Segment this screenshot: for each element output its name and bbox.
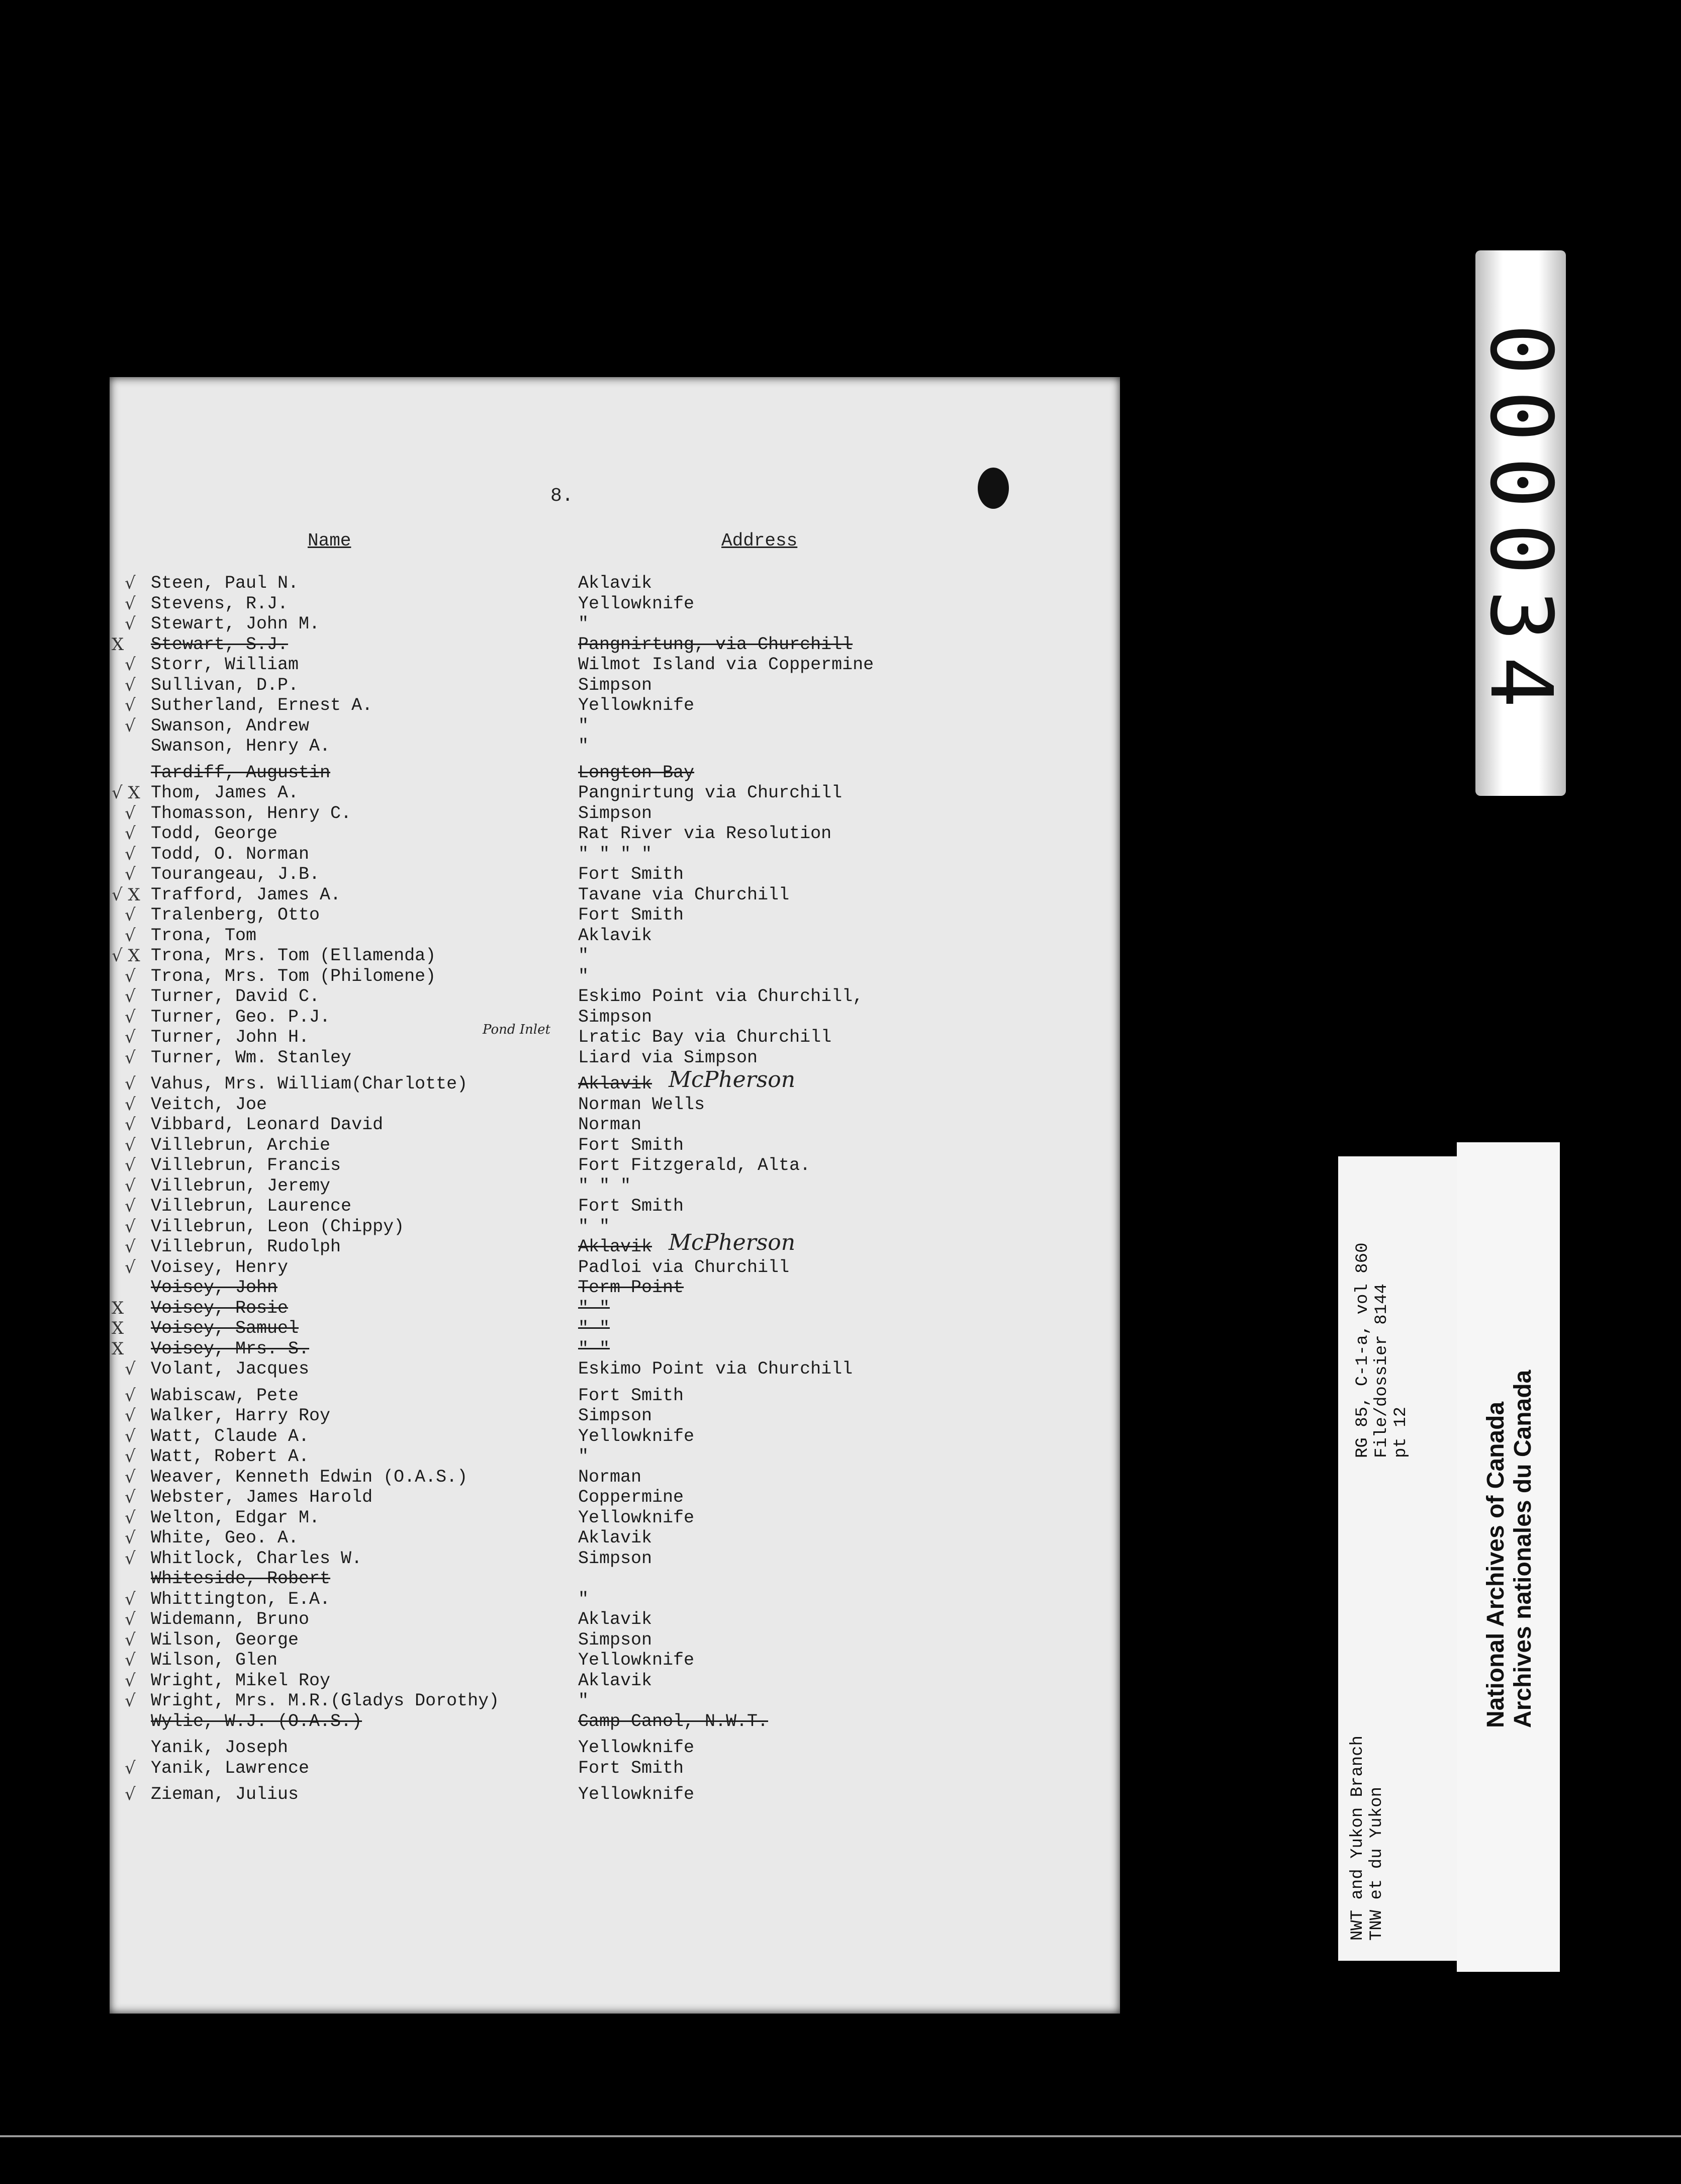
entry-address: Fort Fitzgerald, Alta. — [578, 1155, 811, 1175]
entry-address: Eskimo Point via Churchill, — [578, 986, 864, 1007]
check-mark: √ — [125, 1155, 136, 1175]
entry-name: White, Geo. A. — [151, 1528, 299, 1548]
entry-address: Aklavik — [578, 926, 652, 946]
list-item — [0, 844, 1010, 864]
check-mark: √ — [125, 1508, 136, 1528]
list-item — [0, 1022, 1010, 1047]
list-item — [0, 634, 1010, 655]
entry-address: Eskimo Point via Churchill — [578, 1359, 853, 1379]
list-item — [0, 1508, 1010, 1528]
entry-address: " " " — [578, 1176, 631, 1196]
list-item — [0, 1711, 1010, 1732]
frame-number-text: 000034 — [1471, 323, 1570, 723]
entry-name: Turner, Geo. P.J. — [151, 1007, 331, 1027]
entry-address: Padloi via Churchill — [578, 1257, 790, 1278]
list-item — [0, 1155, 1010, 1175]
list-item — [0, 614, 1010, 634]
entry-address: Norman — [578, 1115, 642, 1135]
list-item — [0, 1067, 1010, 1094]
entry-address: Norman Wells — [578, 1095, 705, 1115]
list-item — [0, 1784, 1010, 1804]
entry-address: Yellowknife — [578, 1784, 695, 1804]
entry-name: Volant, Jacques — [151, 1359, 310, 1379]
check-mark: √ — [125, 824, 136, 844]
list-item — [0, 1487, 1010, 1507]
list-item — [0, 594, 1010, 614]
entry-address: " " — [578, 1217, 610, 1237]
archive-name-english: National Archives of Canada — [1482, 1401, 1509, 1728]
entry-name: Watt, Claude A. — [151, 1426, 310, 1446]
entry-address: " " — [578, 1318, 610, 1338]
entry-name: Storr, William — [151, 655, 299, 675]
check-mark: √ — [125, 1135, 136, 1155]
entry-address: Fort Smith — [578, 1386, 684, 1406]
list-item — [0, 864, 1010, 884]
branch-line-2: TNW et du Yukon — [1367, 1786, 1386, 1941]
list-item — [0, 1738, 1010, 1758]
entry-address: Rat River via Resolution — [578, 824, 832, 844]
entry-address: Simpson — [578, 1406, 652, 1426]
entry-name: Welton, Edgar M. — [151, 1508, 320, 1528]
entry-name: Thomasson, Henry C. — [151, 803, 352, 824]
entry-name: Wilson, George — [151, 1630, 299, 1650]
reference-label — [1338, 1156, 1459, 1961]
list-item — [0, 1196, 1010, 1216]
entry-address: Fort Smith — [578, 1135, 684, 1155]
entry-name: Wylie, W.J. (O.A.S.) — [151, 1711, 362, 1732]
entry-address: Aklavik — [578, 1237, 652, 1257]
punch-hole — [978, 468, 1009, 509]
list-item — [0, 1298, 1010, 1318]
check-mark: √ — [125, 1528, 136, 1548]
list-item — [0, 695, 1010, 715]
entry-address: Simpson — [578, 803, 652, 824]
list-item — [0, 1048, 1010, 1068]
entry-name: Watt, Robert A. — [151, 1446, 310, 1467]
entry-address: Aklavik — [578, 1609, 652, 1629]
entry-address: Tavane via Churchill — [578, 885, 790, 905]
handwritten-note: McPherson — [669, 1067, 796, 1093]
entry-address: " — [578, 966, 589, 986]
list-item — [0, 1095, 1010, 1115]
list-item — [0, 1671, 1010, 1691]
check-mark: √ — [125, 1027, 136, 1047]
list-item — [0, 803, 1010, 824]
entry-name: Voisey, Mrs. S. — [151, 1339, 310, 1359]
entry-address: Longton Bay — [578, 763, 695, 783]
list-item — [0, 946, 1010, 966]
check-mark: X — [112, 1318, 124, 1338]
check-mark: √ — [125, 966, 136, 986]
check-mark: √ — [125, 1115, 136, 1135]
list-item — [0, 1406, 1010, 1426]
check-mark: √ — [125, 1758, 136, 1778]
entry-name: Walker, Harry Roy — [151, 1406, 331, 1426]
check-mark: √ — [125, 1176, 136, 1196]
list-item — [0, 1549, 1010, 1569]
entry-name: Voisey, John — [151, 1278, 278, 1298]
entry-address: " — [578, 1589, 589, 1609]
entry-address: Term Point — [578, 1278, 684, 1298]
check-mark: √ — [125, 803, 136, 824]
check-mark: √ — [125, 1487, 136, 1507]
entry-name: Trona, Mrs. Tom (Ellamenda) — [151, 946, 436, 966]
page-number: 8. — [550, 485, 574, 507]
list-item — [0, 1217, 1010, 1237]
entry-address: Yellowknife — [578, 1650, 695, 1670]
handwritten-note: McPherson — [669, 1230, 796, 1255]
entry-address: Camp Canol, N.W.T. — [578, 1711, 769, 1732]
check-mark: √ — [125, 1007, 136, 1027]
list-item — [0, 1426, 1010, 1446]
check-mark: √ — [125, 594, 136, 614]
check-mark: √ — [125, 1609, 136, 1629]
entry-name: Swanson, Henry A. — [151, 736, 331, 756]
entry-address: " — [578, 1446, 589, 1467]
entry-address: " — [578, 736, 589, 756]
entry-address: Simpson — [578, 1007, 652, 1027]
entry-address: Coppermine — [578, 1487, 684, 1507]
entry-name: Todd, O. Norman — [151, 844, 310, 864]
reference-line-1: RG 85, C-1-a, vol 860 — [1353, 1242, 1372, 1458]
reference-line-3: pt 12 — [1391, 1406, 1411, 1458]
list-item — [0, 1115, 1010, 1135]
entry-address: Lratic Bay via Churchill — [578, 1027, 832, 1047]
reference-line-2: File/dossier 8144 — [1372, 1284, 1391, 1458]
check-mark: √ — [125, 844, 136, 864]
entry-name: Tralenberg, Otto — [151, 905, 320, 925]
list-item — [0, 1386, 1010, 1406]
entry-name: Whiteside, Robert — [151, 1569, 331, 1589]
list-item — [0, 1359, 1010, 1379]
list-item — [0, 1278, 1010, 1298]
check-mark: √ — [125, 1589, 136, 1609]
entry-name: Widemann, Bruno — [151, 1609, 310, 1629]
check-mark: √ — [125, 986, 136, 1007]
entry-address: " " — [578, 1339, 610, 1359]
entry-address: Liard via Simpson — [578, 1048, 758, 1068]
entry-name: Swanson, Andrew — [151, 716, 310, 736]
entry-name: Turner, Wm. Stanley — [151, 1048, 352, 1068]
entry-name: Turner, John H. — [151, 1027, 310, 1047]
entry-address: " — [578, 1691, 589, 1711]
list-item — [0, 1528, 1010, 1548]
entry-address: Fort Smith — [578, 1196, 684, 1216]
entry-name: Vibbard, Leonard David — [151, 1115, 384, 1135]
list-item — [0, 1758, 1010, 1778]
entry-name: Tardiff, Augustin — [151, 763, 331, 783]
list-item — [0, 1569, 1010, 1589]
check-mark: √ — [125, 1671, 136, 1691]
entry-address: Simpson — [578, 1630, 652, 1650]
list-item — [0, 1230, 1010, 1257]
column-header-name: Name — [308, 530, 351, 551]
entry-name: Trafford, James A. — [151, 885, 341, 905]
check-mark: √ — [125, 1467, 136, 1487]
check-mark: √ — [125, 1237, 136, 1257]
entry-address: Yellowknife — [578, 594, 695, 614]
list-item — [0, 1609, 1010, 1629]
entry-name: Turner, David C. — [151, 986, 320, 1007]
entry-address: Yellowknife — [578, 1508, 695, 1528]
list-item — [0, 986, 1010, 1007]
check-mark: √ — [125, 1217, 136, 1237]
list-item — [0, 824, 1010, 844]
entry-name: Todd, George — [151, 824, 278, 844]
check-mark: X — [112, 634, 124, 655]
list-item — [0, 675, 1010, 695]
list-item — [0, 1135, 1010, 1155]
entry-address: Yellowknife — [578, 1738, 695, 1758]
entry-address: " — [578, 614, 589, 634]
entry-address: " " " " — [578, 844, 652, 864]
list-item — [0, 1176, 1010, 1196]
archive-label — [1457, 1142, 1560, 1972]
list-item — [0, 763, 1010, 783]
check-mark: √ X — [112, 946, 140, 966]
list-item — [0, 716, 1010, 736]
entry-name: Voisey, Samuel — [151, 1318, 299, 1338]
check-mark: √ X — [112, 885, 140, 905]
check-mark: √ — [125, 1386, 136, 1406]
entry-address: Fort Smith — [578, 1758, 684, 1778]
entry-name: Voisey, Rosie — [151, 1298, 289, 1318]
entry-name: Webster, James Harold — [151, 1487, 373, 1507]
entry-address: Fort Smith — [578, 864, 684, 884]
entry-name: Wright, Mikel Roy — [151, 1671, 331, 1691]
entry-name: Veitch, Joe — [151, 1095, 267, 1115]
entry-address: Norman — [578, 1467, 642, 1487]
check-mark: √ — [125, 1257, 136, 1278]
entry-address: " " — [578, 1298, 610, 1318]
entry-address: Simpson — [578, 1549, 652, 1569]
check-mark: √ — [125, 1784, 136, 1804]
entry-name: Yanik, Lawrence — [151, 1758, 310, 1778]
branch-line-1: NWT and Yukon Branch — [1348, 1735, 1367, 1941]
entry-name: Villebrun, Rudolph — [151, 1237, 341, 1257]
check-mark: √ X — [112, 783, 140, 803]
check-mark: √ — [125, 1650, 136, 1670]
check-mark: √ — [125, 695, 136, 715]
check-mark: √ — [125, 926, 136, 946]
entry-address: Wilmot Island via Coppermine — [578, 655, 874, 675]
check-mark: √ — [125, 614, 136, 634]
column-header-address: Address — [721, 530, 798, 551]
list-item — [0, 1630, 1010, 1650]
entry-name: Stevens, R.J. — [151, 594, 289, 614]
check-mark: √ — [125, 1048, 136, 1068]
check-mark: √ — [125, 905, 136, 925]
entry-address: Pangnirtung via Churchill — [578, 783, 843, 803]
entry-address: Yellowknife — [578, 1426, 695, 1446]
check-mark: √ — [125, 1446, 136, 1467]
list-item — [0, 783, 1010, 803]
list-item — [0, 966, 1010, 986]
list-item — [0, 1650, 1010, 1670]
entry-name: Weaver, Kenneth Edwin (O.A.S.) — [151, 1467, 468, 1487]
entry-name: Vahus, Mrs. William(Charlotte) — [151, 1074, 468, 1094]
entry-name: Steen, Paul N. — [151, 573, 299, 593]
check-mark: √ — [125, 675, 136, 695]
check-mark: √ — [125, 655, 136, 675]
entry-name: Sutherland, Ernest A. — [151, 695, 373, 715]
entry-address: Aklavik — [578, 1528, 652, 1548]
entry-address: Yellowknife — [578, 695, 695, 715]
entry-name: Wilson, Glen — [151, 1650, 278, 1670]
list-item — [0, 1339, 1010, 1359]
list-item — [0, 1467, 1010, 1487]
check-mark: √ — [125, 864, 136, 884]
entry-name: Wright, Mrs. M.R.(Gladys Dorothy) — [151, 1691, 500, 1711]
entry-address: Pangnirtung, via Churchill — [578, 634, 853, 655]
film-edge-line — [0, 2135, 1681, 2137]
list-item — [0, 1446, 1010, 1467]
list-item — [0, 1318, 1010, 1338]
check-mark: √ — [125, 1426, 136, 1446]
entry-name: Yanik, Joseph — [151, 1738, 289, 1758]
check-mark: √ — [125, 573, 136, 593]
list-item — [0, 1589, 1010, 1609]
entry-address: " — [578, 716, 589, 736]
entry-name: Villebrun, Leon (Chippy) — [151, 1217, 405, 1237]
check-mark: √ — [125, 1630, 136, 1650]
entry-name: Zieman, Julius — [151, 1784, 299, 1804]
entry-name: Villebrun, Laurence — [151, 1196, 352, 1216]
entry-address: " — [578, 946, 589, 966]
entry-address: Fort Smith — [578, 905, 684, 925]
check-mark: √ — [125, 1196, 136, 1216]
check-mark: √ — [125, 1406, 136, 1426]
entry-address: Aklavik — [578, 573, 652, 593]
list-item — [0, 905, 1010, 925]
entry-name: Stewart, John M. — [151, 614, 320, 634]
archive-name-french: Archives nationales du Canada — [1510, 1370, 1536, 1728]
entry-name: Whittington, E.A. — [151, 1589, 331, 1609]
check-mark: √ — [125, 1074, 136, 1094]
entry-name: Thom, James A. — [151, 783, 299, 803]
entry-name: Wabiscaw, Pete — [151, 1386, 299, 1406]
check-mark: √ — [125, 1549, 136, 1569]
list-item — [0, 655, 1010, 675]
entry-name: Stewart, S.J. — [151, 634, 289, 655]
check-mark: √ — [125, 716, 136, 736]
check-mark: X — [112, 1339, 124, 1359]
entry-name: Villebrun, Jeremy — [151, 1176, 331, 1196]
entry-name: Villebrun, Archie — [151, 1135, 331, 1155]
list-item — [0, 1691, 1010, 1711]
entry-name: Whitlock, Charles W. — [151, 1549, 362, 1569]
frame-number — [1471, 250, 1570, 796]
check-mark: √ — [125, 1095, 136, 1115]
entry-name: Villebrun, Francis — [151, 1155, 341, 1175]
list-item — [0, 885, 1010, 905]
entry-address: Aklavik — [578, 1074, 652, 1094]
list-item — [0, 1257, 1010, 1278]
check-mark: √ — [125, 1691, 136, 1711]
entry-name: Tourangeau, J.B. — [151, 864, 320, 884]
entry-name: Sullivan, D.P. — [151, 675, 299, 695]
handwritten-note: Pond Inlet — [483, 1022, 550, 1037]
entry-address: Aklavik — [578, 1671, 652, 1691]
list-item — [0, 926, 1010, 946]
check-mark: √ — [125, 1359, 136, 1379]
list-item — [0, 573, 1010, 593]
entry-name: Voisey, Henry — [151, 1257, 289, 1278]
entry-name: Trona, Tom — [151, 926, 257, 946]
list-item — [0, 736, 1010, 756]
check-mark: X — [112, 1298, 124, 1318]
entry-address: Simpson — [578, 675, 652, 695]
entry-name: Trona, Mrs. Tom (Philomene) — [151, 966, 436, 986]
